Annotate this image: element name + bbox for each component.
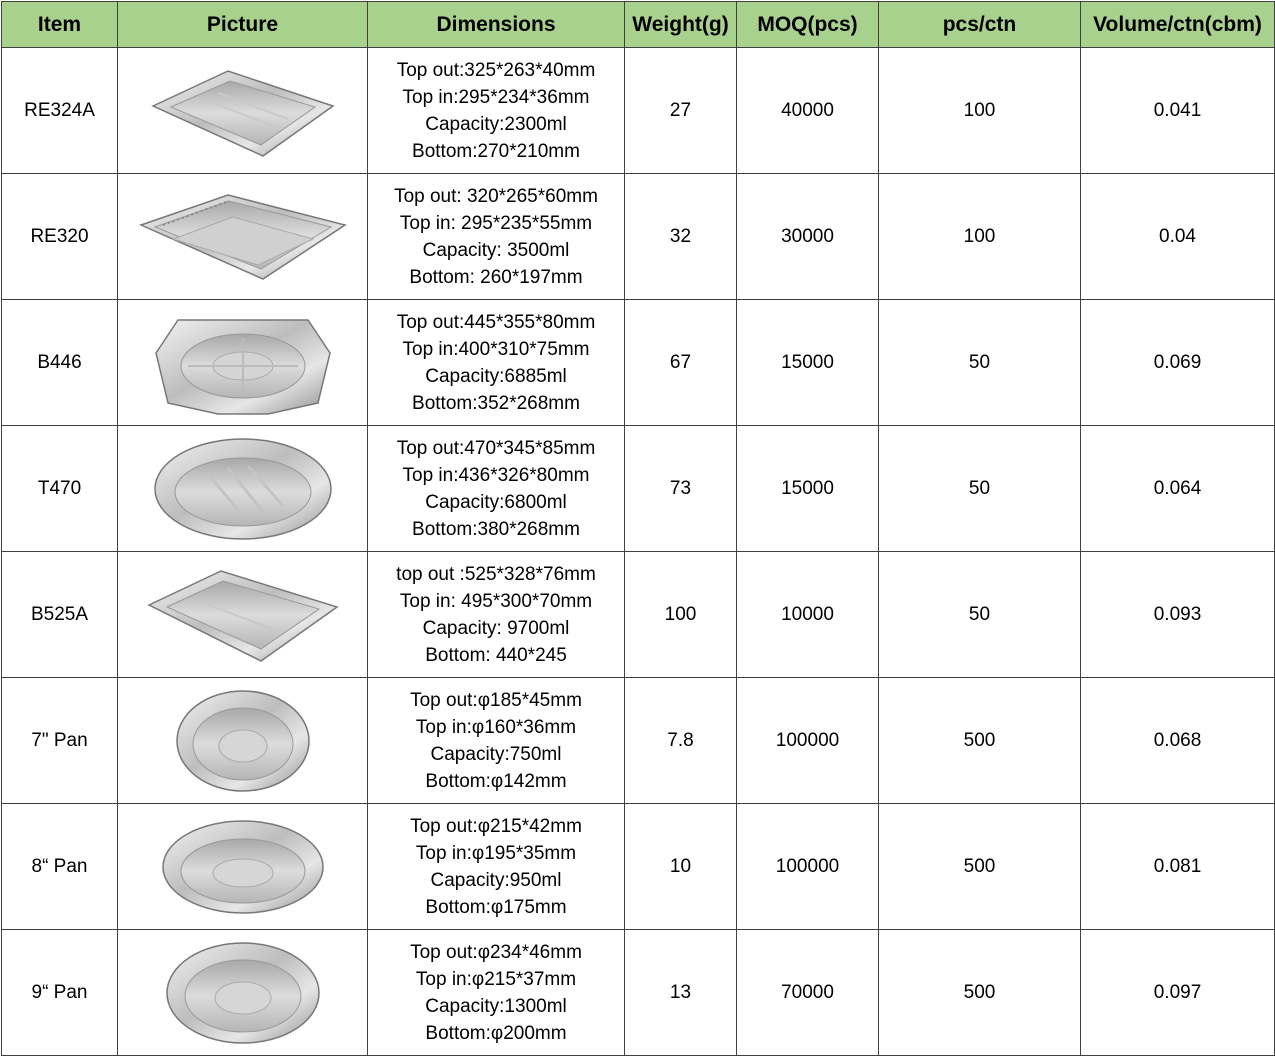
top-in: Top in:φ215*37mm (415, 968, 577, 990)
capacity: Capacity:6885ml (425, 365, 567, 387)
pcs-ctn-cell: 50 (879, 426, 1081, 552)
moq-cell: 70000 (737, 930, 879, 1056)
dimensions-cell (368, 804, 625, 930)
moq-cell: 30000 (737, 174, 879, 300)
pcs-ctn-cell: 100 (879, 174, 1081, 300)
top-in: Top in: 295*235*55mm (399, 212, 593, 234)
top-out: Top out:φ185*45mm (410, 689, 582, 711)
pcs-ctn-cell: 500 (879, 804, 1081, 930)
moq-cell: 100000 (737, 678, 879, 804)
weight-cell: 27 (625, 48, 737, 174)
large-rectangular-foil-tray-image (118, 552, 368, 678)
header-moq: MOQ(pcs) (737, 2, 879, 48)
weight-cell: 100 (625, 552, 737, 678)
pcs-ctn-cell: 50 (879, 552, 1081, 678)
moq-cell: 100000 (737, 804, 879, 930)
table-row (2, 300, 1275, 426)
dimensions-cell (368, 552, 625, 678)
item-cell: T470 (2, 426, 118, 552)
bottom: Bottom:φ200mm (425, 1022, 567, 1044)
weight-cell: 13 (625, 930, 737, 1056)
volume-cell: 0.093 (1081, 552, 1275, 678)
item-cell: RE320 (2, 174, 118, 300)
volume-cell: 0.068 (1081, 678, 1275, 804)
moq-cell: 40000 (737, 48, 879, 174)
capacity: Capacity:1300ml (425, 995, 567, 1017)
bottom: Bottom:352*268mm (412, 392, 580, 414)
table-row (2, 174, 1275, 300)
product-table (1, 1, 1275, 1056)
header-item: Item (2, 2, 118, 48)
moq-cell: 10000 (737, 552, 879, 678)
weight-cell: 73 (625, 426, 737, 552)
dimensions-cell (368, 174, 625, 300)
pcs-ctn-cell: 100 (879, 48, 1081, 174)
header-volume: Volume/ctn(cbm) (1081, 2, 1275, 48)
top-out: Top out:470*345*85mm (396, 437, 596, 459)
header-weight: Weight(g) (625, 2, 737, 48)
moq-cell: 15000 (737, 300, 879, 426)
item-cell: 7" Pan (2, 678, 118, 804)
bottom: Bottom:φ175mm (425, 896, 567, 918)
top-out: Top out:325*263*40mm (396, 59, 596, 81)
pcs-ctn-cell: 50 (879, 300, 1081, 426)
volume-cell: 0.069 (1081, 300, 1275, 426)
table-row (2, 930, 1275, 1056)
moq-cell: 15000 (737, 426, 879, 552)
weight-cell: 32 (625, 174, 737, 300)
pcs-ctn-cell: 500 (879, 930, 1081, 1056)
header-row (2, 2, 1275, 48)
item-cell: B525A (2, 552, 118, 678)
round-foil-pan-7-image (118, 678, 368, 804)
top-in: Top in:436*326*80mm (402, 464, 590, 486)
weight-cell: 7.8 (625, 678, 737, 804)
top-in: Top in:400*310*75mm (402, 338, 590, 360)
volume-cell: 0.04 (1081, 174, 1275, 300)
item-cell: RE324A (2, 48, 118, 174)
top-in: Top in:295*234*36mm (402, 86, 590, 108)
volume-cell: 0.097 (1081, 930, 1275, 1056)
oval-foil-roaster-image (118, 426, 368, 552)
bottom: Bottom:380*268mm (412, 518, 580, 540)
top-in: Top in:φ160*36mm (415, 716, 577, 738)
capacity: Capacity:950ml (430, 869, 562, 891)
capacity: Capacity:6800ml (425, 491, 567, 513)
capacity: Capacity: 3500ml (422, 239, 570, 261)
table-row (2, 426, 1275, 552)
table-row (2, 48, 1275, 174)
bottom: Bottom:φ142mm (425, 770, 567, 792)
top-out: Top out:445*355*80mm (396, 311, 596, 333)
header-dimensions: Dimensions (368, 2, 625, 48)
top-out: Top out:φ234*46mm (410, 941, 582, 963)
deep-rectangular-foil-pan-image (118, 174, 368, 300)
top-in: Top in:φ195*35mm (415, 842, 577, 864)
top-out: Top out: 320*265*60mm (394, 185, 598, 207)
top-out: Top out:φ215*42mm (410, 815, 582, 837)
top-in: Top in: 495*300*70mm (399, 590, 593, 612)
volume-cell: 0.064 (1081, 426, 1275, 552)
table-row (2, 804, 1275, 930)
capacity: Capacity:2300ml (425, 113, 567, 135)
dimensions-cell (368, 930, 625, 1056)
bottom: Bottom: 440*245 (425, 644, 567, 666)
rectangular-foil-tray-image (118, 48, 368, 174)
table-row (2, 552, 1275, 678)
dimensions-cell (368, 678, 625, 804)
dimensions-cell (368, 300, 625, 426)
capacity: Capacity: 9700ml (422, 617, 570, 639)
item-cell: B446 (2, 300, 118, 426)
volume-cell: 0.081 (1081, 804, 1275, 930)
header-pcs-ctn: pcs/ctn (879, 2, 1081, 48)
capacity: Capacity:750ml (430, 743, 562, 765)
weight-cell: 67 (625, 300, 737, 426)
pcs-ctn-cell: 500 (879, 678, 1081, 804)
item-cell: 9“ Pan (2, 930, 118, 1056)
item-cell: 8“ Pan (2, 804, 118, 930)
table-row (2, 678, 1275, 804)
top-out: top out :525*328*76mm (396, 563, 596, 585)
round-foil-pan-8-image (118, 804, 368, 930)
dimensions-cell (368, 48, 625, 174)
round-foil-pan-9-image (118, 930, 368, 1056)
bottom: Bottom: 260*197mm (409, 266, 583, 288)
bottom: Bottom:270*210mm (412, 140, 580, 162)
weight-cell: 10 (625, 804, 737, 930)
dimensions-cell (368, 426, 625, 552)
volume-cell: 0.041 (1081, 48, 1275, 174)
header-picture: Picture (118, 2, 368, 48)
octagonal-foil-roaster-image (118, 300, 368, 426)
